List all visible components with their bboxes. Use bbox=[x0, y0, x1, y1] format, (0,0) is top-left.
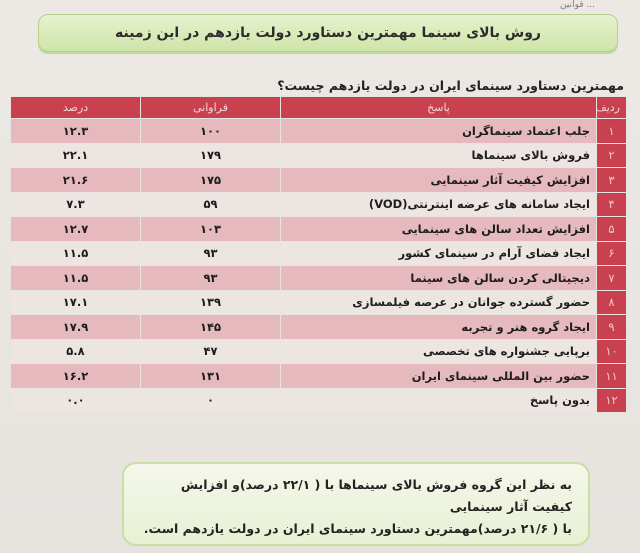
top-fragment: قوانین ... bbox=[560, 0, 595, 10]
table-row bbox=[11, 119, 627, 144]
cell-frequency: ۵۹ bbox=[141, 192, 281, 217]
cell-percent: ۷.۳ bbox=[11, 192, 141, 217]
cell-percent: ۱۷.۹ bbox=[11, 315, 141, 340]
results-table bbox=[10, 96, 627, 413]
cell-frequency: ۹۳ bbox=[141, 266, 281, 291]
cell-rank: ۱۰ bbox=[597, 339, 627, 364]
cell-rank: ۲ bbox=[597, 143, 627, 168]
cell-rank: ۹ bbox=[597, 315, 627, 340]
header-rank: ردیف bbox=[597, 97, 627, 119]
table-body bbox=[11, 119, 627, 413]
banner-title: روش بالای سینما مهمترین دستاورد دولت یازدهم در این زمینه bbox=[115, 25, 541, 41]
cell-rank: ۱۲ bbox=[597, 388, 627, 413]
cell-frequency: ۱۷۵ bbox=[141, 168, 281, 193]
table-row bbox=[11, 168, 627, 193]
cell-frequency: ۱۳۱ bbox=[141, 364, 281, 389]
cell-percent: ۲۱.۶ bbox=[11, 168, 141, 193]
table-row bbox=[11, 266, 627, 291]
header-percent: درصد bbox=[11, 97, 141, 119]
cell-answer: حضور بین المللی سینمای ایران bbox=[281, 364, 597, 389]
cell-answer: حضور گسترده جوانان در عرصه فیلمسازی bbox=[281, 290, 597, 315]
cell-rank: ۱۱ bbox=[597, 364, 627, 389]
summary-note bbox=[122, 462, 590, 546]
cell-answer: دیجیتالی کردن سالن های سینما bbox=[281, 266, 597, 291]
cell-rank: ۴ bbox=[597, 192, 627, 217]
table-row bbox=[11, 143, 627, 168]
cell-percent: ۱۱.۵ bbox=[11, 241, 141, 266]
cell-frequency: ۴۷ bbox=[141, 339, 281, 364]
table-row bbox=[11, 315, 627, 340]
header-frequency: فراوانی bbox=[141, 97, 281, 119]
cell-percent: ۱۲.۷ bbox=[11, 217, 141, 242]
cell-frequency: ۱۳۹ bbox=[141, 290, 281, 315]
cell-percent: ۱۱.۵ bbox=[11, 266, 141, 291]
cell-rank: ۱ bbox=[597, 119, 627, 144]
table-row bbox=[11, 388, 627, 413]
table-row bbox=[11, 290, 627, 315]
cell-answer: ایجاد فضای آرام در سینمای کشور bbox=[281, 241, 597, 266]
cell-percent: ۱۶.۲ bbox=[11, 364, 141, 389]
summary-line-2: با ( ۲۱/۶ درصد)مهمترین دستاورد سینمای ایران در دولت یازدهم است. bbox=[143, 521, 572, 536]
cell-answer: افزایش تعداد سالن های سینمایی bbox=[281, 217, 597, 242]
survey-question: مهمترین دستاورد سینمای ایران در دولت یازدهم چیست؟ bbox=[277, 78, 624, 93]
cell-answer: برپایی جشنواره های تخصصی bbox=[281, 339, 597, 364]
cell-frequency: ۱۴۵ bbox=[141, 315, 281, 340]
table-header-row bbox=[11, 97, 627, 119]
cell-answer: ایجاد گروه هنر و تجربه bbox=[281, 315, 597, 340]
cell-rank: ۷ bbox=[597, 266, 627, 291]
table-row bbox=[11, 241, 627, 266]
table-row bbox=[11, 192, 627, 217]
summary-line-1: به نظر این گروه فروش بالای سینماها با ( ۲۲/۱ درصد)و افزایش کیفیت آثار سینمایی bbox=[180, 477, 572, 514]
cell-rank: ۶ bbox=[597, 241, 627, 266]
table-row bbox=[11, 364, 627, 389]
cell-answer: جلب اعتماد سینماگران bbox=[281, 119, 597, 144]
cell-answer: ایجاد سامانه های عرضه اینترنتی(VOD) bbox=[281, 192, 597, 217]
cell-rank: ۸ bbox=[597, 290, 627, 315]
cell-frequency: ۱۰۳ bbox=[141, 217, 281, 242]
cell-percent: ۱۲.۳ bbox=[11, 119, 141, 144]
cell-percent: ۱۷.۱ bbox=[11, 290, 141, 315]
cell-frequency: ۰ bbox=[141, 388, 281, 413]
table-row bbox=[11, 339, 627, 364]
cell-answer: بدون پاسخ bbox=[281, 388, 597, 413]
header-answer: پاسخ bbox=[281, 97, 597, 119]
cell-frequency: ۹۳ bbox=[141, 241, 281, 266]
cell-frequency: ۱۰۰ bbox=[141, 119, 281, 144]
cell-answer: فروش بالای سینماها bbox=[281, 143, 597, 168]
cell-answer: افزایش کیفیت آثار سینمایی bbox=[281, 168, 597, 193]
cell-rank: ۳ bbox=[597, 168, 627, 193]
cell-percent: ۲۲.۱ bbox=[11, 143, 141, 168]
cell-percent: ۰.۰ bbox=[11, 388, 141, 413]
cell-rank: ۵ bbox=[597, 217, 627, 242]
cell-percent: ۵.۸ bbox=[11, 339, 141, 364]
table-row bbox=[11, 217, 627, 242]
cell-frequency: ۱۷۹ bbox=[141, 143, 281, 168]
banner bbox=[38, 14, 618, 52]
